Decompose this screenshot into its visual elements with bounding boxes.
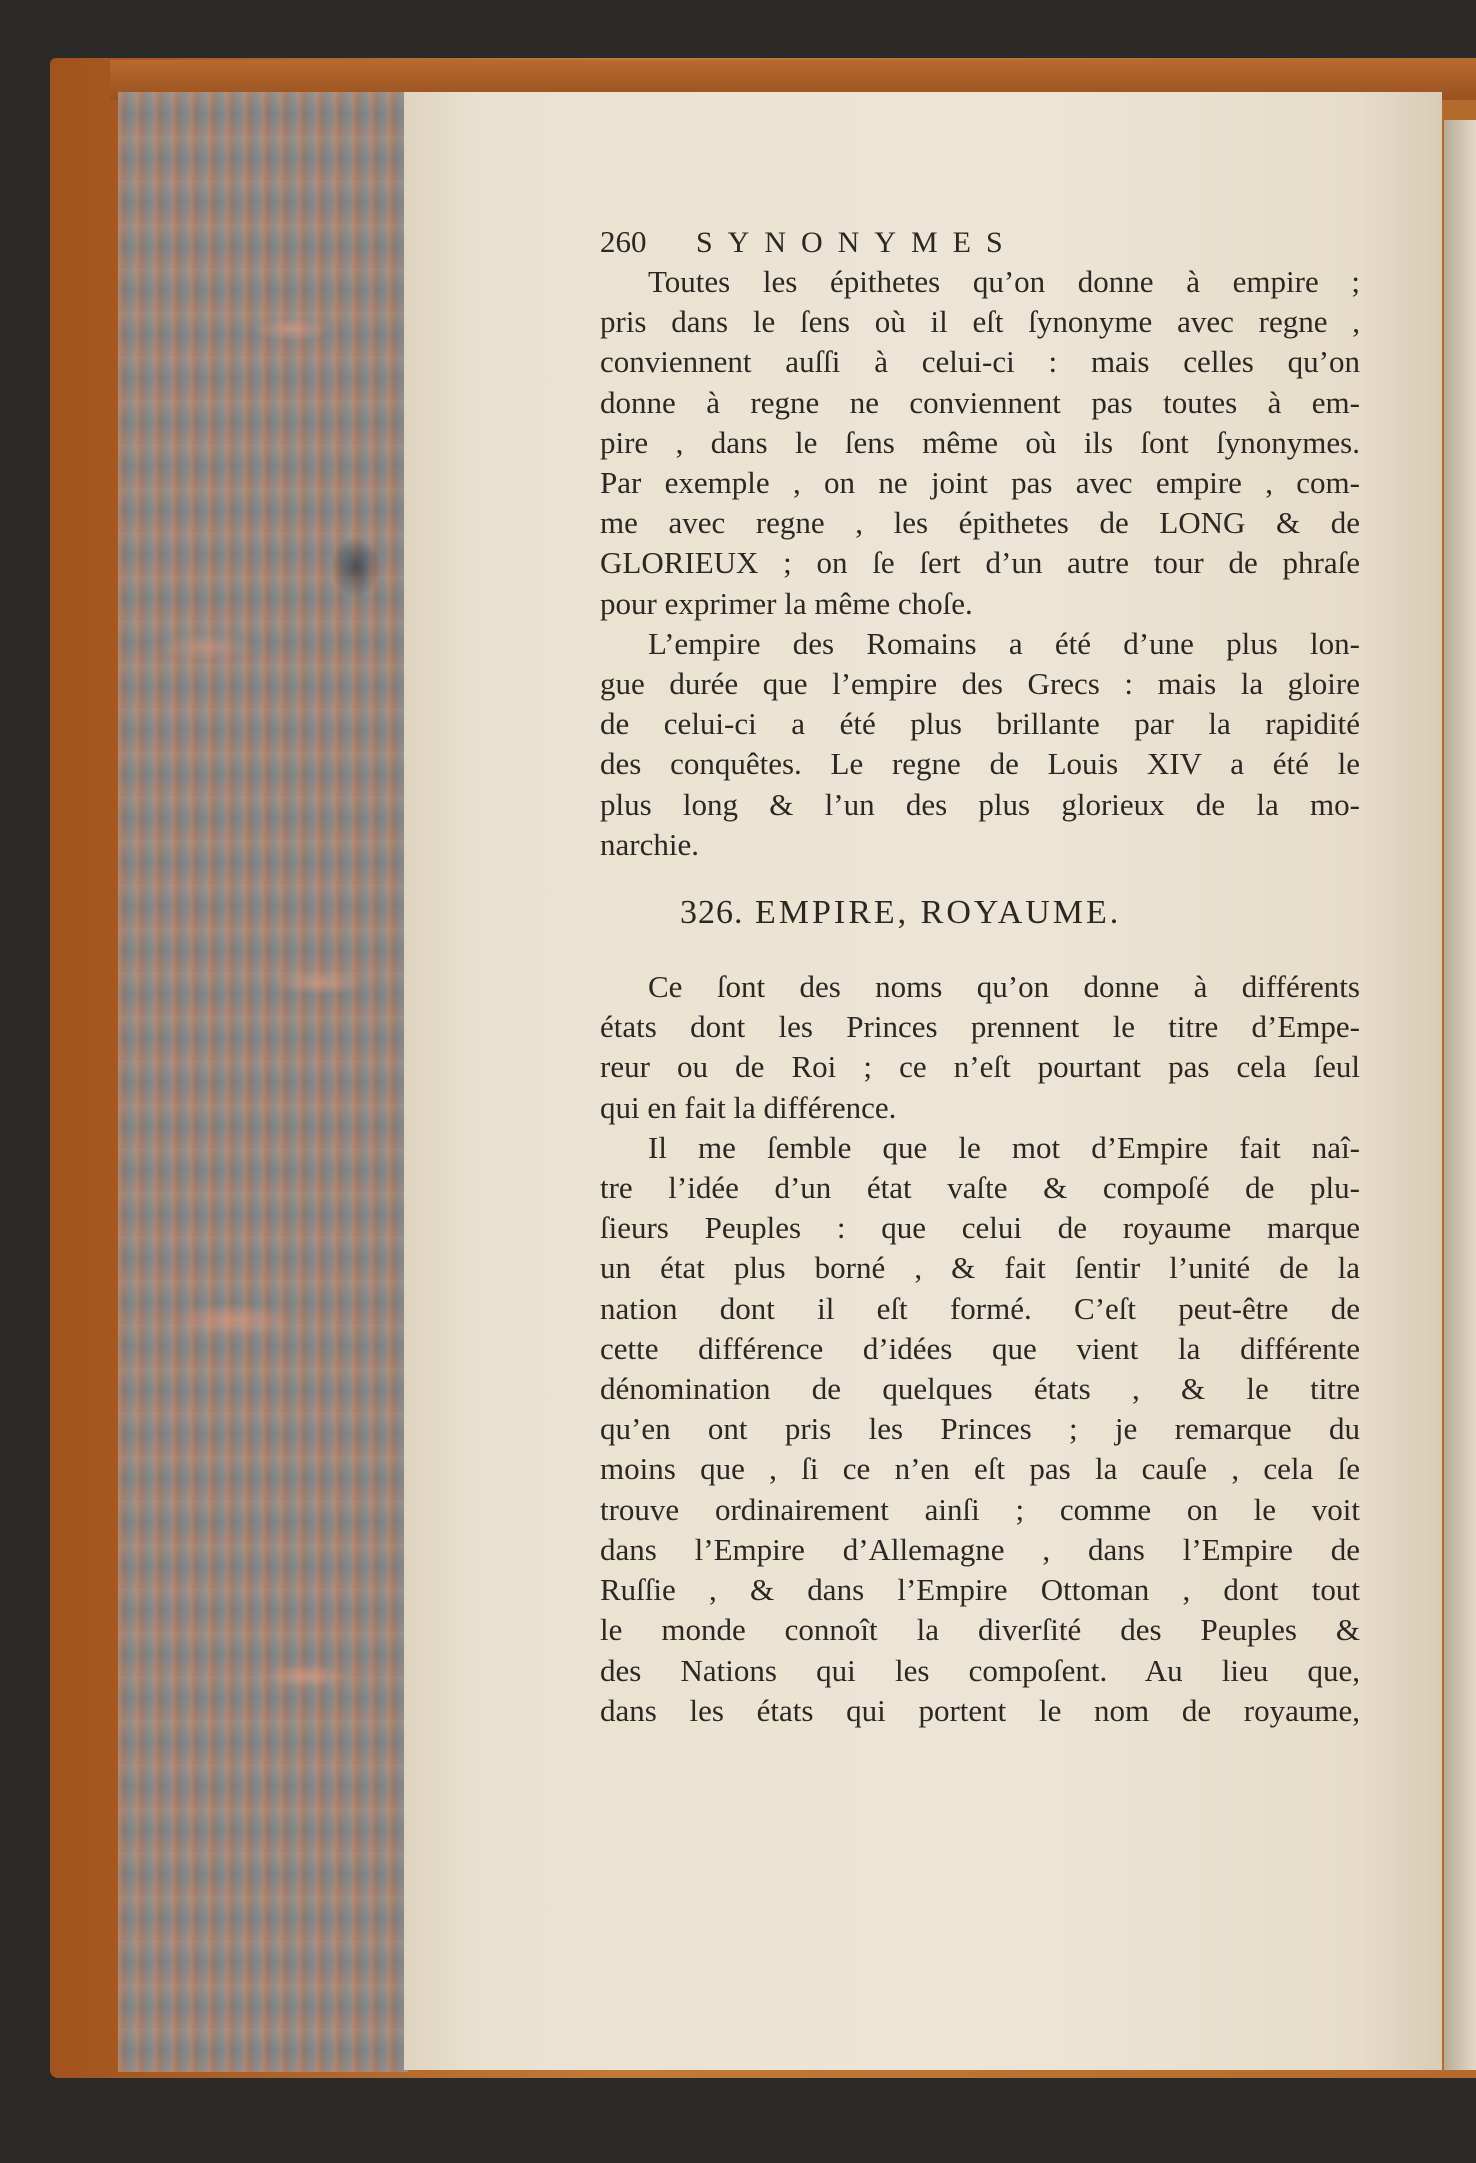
- text-line: dans l’Empire d’Allemagne , dans l’Empire de: [600, 1531, 1360, 1567]
- text-line: me avec regne , les épithetes de LONG & de: [600, 505, 1360, 541]
- text-line: des Nations qui les compoſent. Au lieu que,: [600, 1652, 1360, 1688]
- text-line: qui en fait la différence.: [600, 1089, 897, 1125]
- text-line: donne à regne ne conviennent pas toutes à em-: [600, 384, 1360, 420]
- paragraph-2: [600, 624, 1360, 865]
- text-line: Ce ſont des noms qu’on donne à différents: [648, 969, 1360, 1005]
- text-line: gue durée que l’empire des Grecs : mais la gloire: [600, 666, 1360, 702]
- text-line: le monde connoît la diverſité des Peuples &: [600, 1612, 1360, 1648]
- text-line: dénomination de quelques états , & le titre: [600, 1371, 1360, 1407]
- text-line: de celui-ci a été plus brillante par la rapidité: [600, 706, 1360, 742]
- text-line: pire , dans le ſens même où ils ſont ſynonymes.: [600, 424, 1360, 460]
- text-line: tre l’idée d’un état vaſte & compoſé de plu-: [600, 1170, 1360, 1206]
- text-line: états dont les Princes prennent le titre d’Empe-: [600, 1009, 1360, 1045]
- running-title: SYNONYMES: [696, 226, 1018, 259]
- text-line: Il me ſemble que le mot d’Empire fait naî-: [648, 1129, 1360, 1165]
- text-line: Ruſſie , & dans l’Empire Ottoman , dont tout: [600, 1572, 1360, 1608]
- marbled-page-edge: [118, 92, 408, 2072]
- text-line: conviennent auſſi à celui-ci : mais celles qu’on: [600, 344, 1360, 380]
- facing-page-edge: [1444, 120, 1476, 2070]
- text-line: narchie.: [600, 826, 699, 862]
- section-title: EMPIRE, ROYAUME.: [755, 894, 1122, 932]
- text-line: trouve ordinairement ainſi ; comme on le voit: [600, 1491, 1360, 1527]
- section-number: 326.: [680, 894, 744, 932]
- text-line: pour exprimer la même choſe.: [600, 585, 973, 621]
- page-text: [600, 222, 1360, 1731]
- paragraph-4: [600, 1128, 1360, 1731]
- text-line: qu’en ont pris les Princes ; je remarque du: [600, 1411, 1360, 1447]
- text-line: nation dont il eſt formé. C’eſt peut-être de: [600, 1290, 1360, 1326]
- paragraph-3: [600, 967, 1360, 1128]
- paragraph-1: [600, 262, 1360, 624]
- text-line: un état plus borné , & fait ſentir l’unité de la: [600, 1250, 1360, 1286]
- text-line: L’empire des Romains a été d’une plus lon-: [648, 625, 1360, 661]
- text-line: pris dans le ſens où il eſt ſynonyme avec regne ,: [600, 304, 1360, 340]
- text-line: cette différence d’idées que vient la différente: [600, 1330, 1360, 1366]
- section-heading: [600, 893, 1360, 937]
- text-line: Par exemple , on ne joint pas avec empire , com-: [600, 465, 1360, 501]
- text-line: GLORIEUX ; on ſe ſert d’un autre tour de phraſe: [600, 545, 1360, 581]
- text-line: dans les états qui portent le nom de royaume,: [600, 1692, 1360, 1728]
- text-line: plus long & l’un des plus glorieux de la mo-: [600, 786, 1360, 822]
- text-line: moins que , ſi ce n’en eſt pas la cauſe , cela ſe: [600, 1451, 1360, 1487]
- running-head: [600, 222, 1360, 262]
- text-line: reur ou de Roi ; ce n’eſt pourtant pas cela ſeul: [600, 1049, 1360, 1085]
- text-line: Toutes les épithetes qu’on donne à empire ;: [648, 264, 1360, 299]
- text-line: ſieurs Peuples : que celui de royaume marque: [600, 1210, 1360, 1246]
- page-number: 260: [600, 224, 647, 259]
- text-line: des conquêtes. Le regne de Louis XIV a été le: [600, 746, 1360, 782]
